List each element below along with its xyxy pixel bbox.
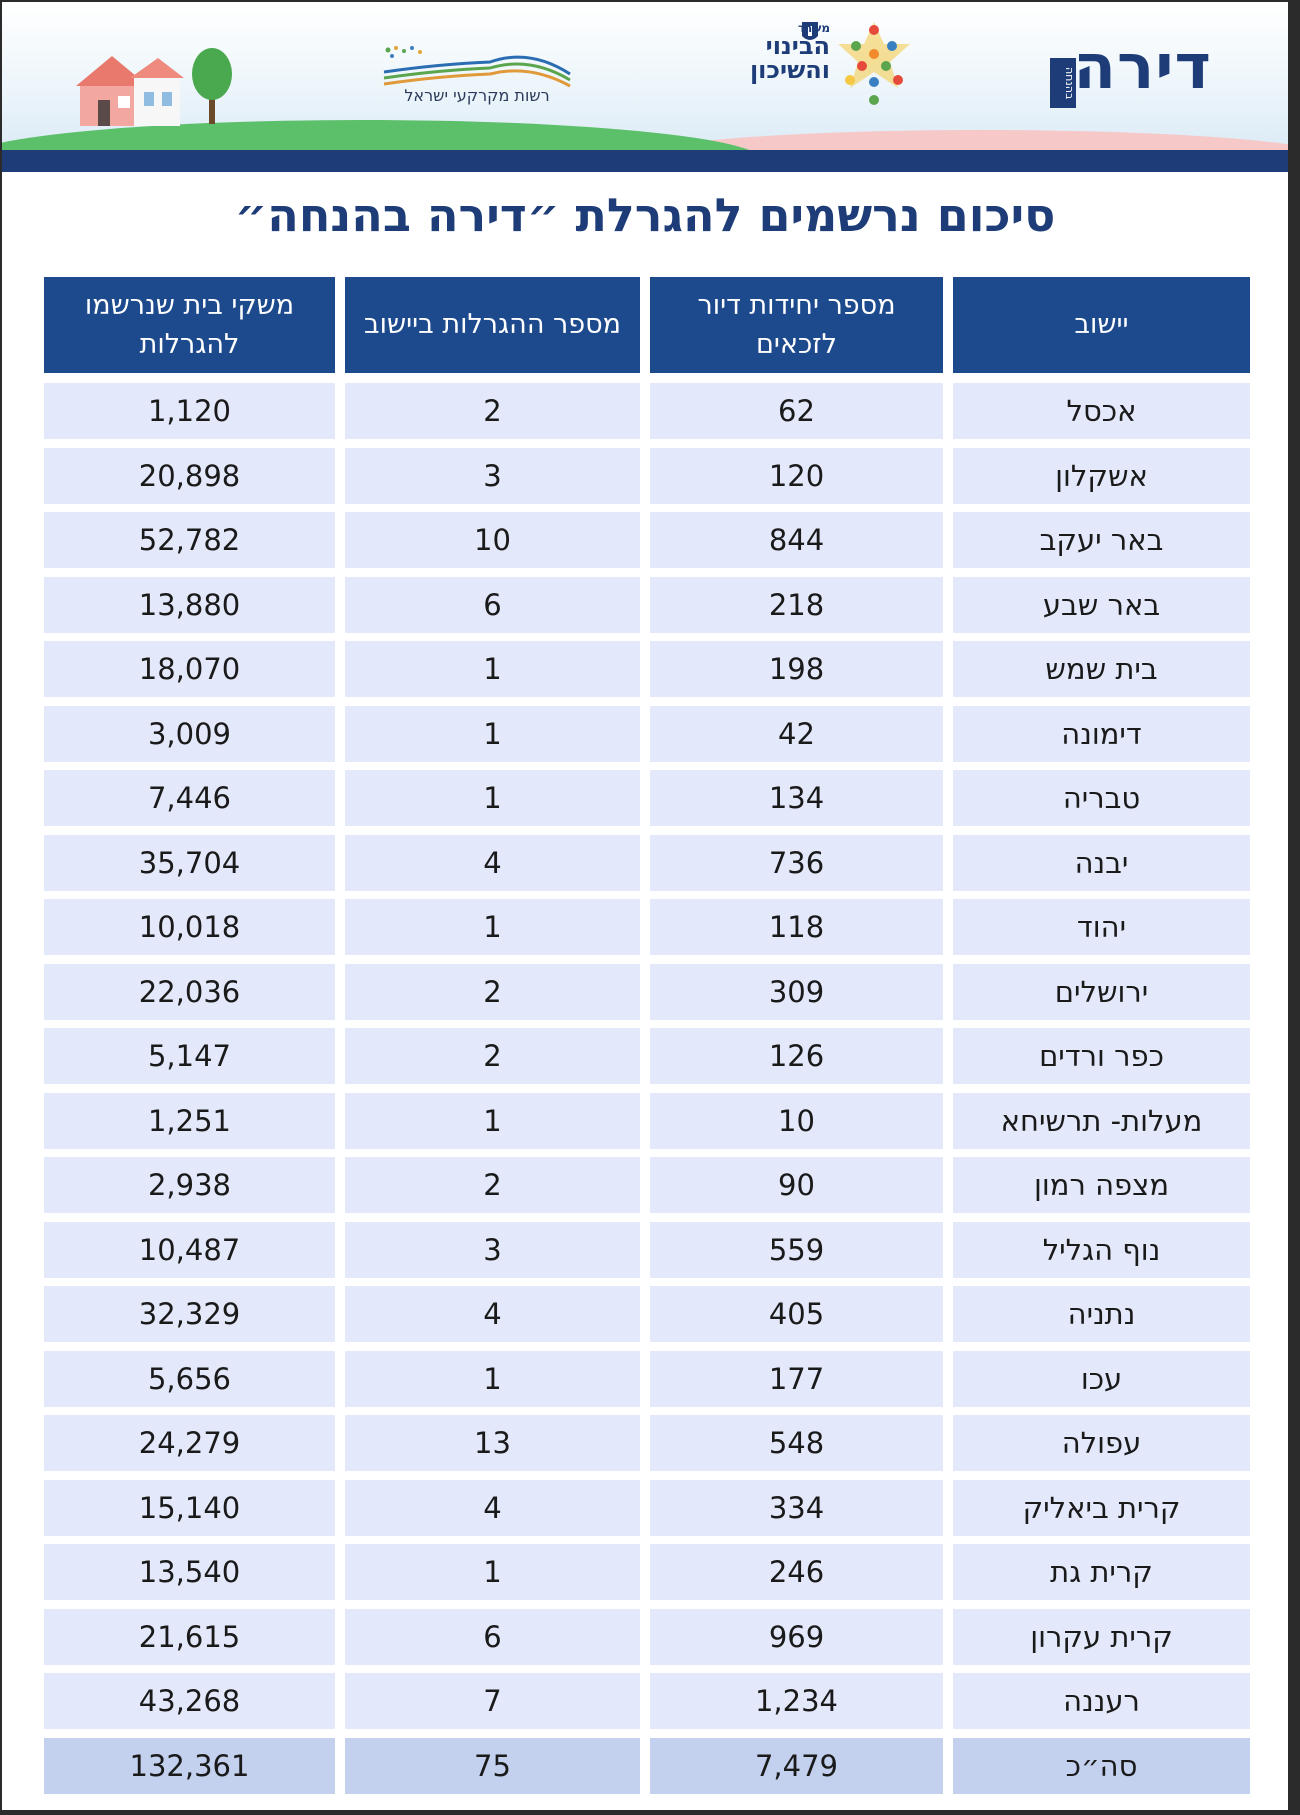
cell-housing-units: 218 bbox=[650, 577, 943, 633]
cell-settlement: באר שבע bbox=[953, 577, 1250, 633]
table-row bbox=[44, 899, 1250, 955]
cell-settlement: קרית עקרון bbox=[953, 1609, 1250, 1665]
table-header-row bbox=[44, 277, 1250, 373]
cell-housing-units: 548 bbox=[650, 1415, 943, 1471]
cell-households: 10,018 bbox=[44, 899, 335, 955]
cell-households: 20,898 bbox=[44, 448, 335, 504]
ministry-logo-text bbox=[740, 22, 830, 82]
header-settlement: יישוב bbox=[953, 277, 1250, 373]
table-row bbox=[44, 706, 1250, 762]
registrants-table bbox=[44, 277, 1250, 1794]
table-row bbox=[44, 1544, 1250, 1600]
table-row bbox=[44, 1609, 1250, 1665]
cell-settlement: דימונה bbox=[953, 706, 1250, 762]
cell-households: 24,279 bbox=[44, 1415, 335, 1471]
cell-housing-units: 134 bbox=[650, 770, 943, 826]
cell-lotteries: 4 bbox=[345, 1480, 640, 1536]
table-row bbox=[44, 641, 1250, 697]
ministry-line-1: משרד bbox=[797, 21, 830, 35]
cell-housing-units: 969 bbox=[650, 1609, 943, 1665]
cell-lotteries: 2 bbox=[345, 383, 640, 439]
table-row bbox=[44, 1673, 1250, 1729]
cell-households: 1,120 bbox=[44, 383, 335, 439]
cell-households: 35,704 bbox=[44, 835, 335, 891]
table-row bbox=[44, 1480, 1250, 1536]
cell-households: 13,540 bbox=[44, 1544, 335, 1600]
cell-households: 3,009 bbox=[44, 706, 335, 762]
header-divider-bar bbox=[2, 150, 1288, 172]
table-row bbox=[44, 448, 1250, 504]
cell-housing-units: 126 bbox=[650, 1028, 943, 1084]
cell-housing-units: 736 bbox=[650, 835, 943, 891]
dira-logo-wordmark: דירה bbox=[1073, 30, 1212, 103]
cell-settlement: יבנה bbox=[953, 835, 1250, 891]
cell-households: 1,251 bbox=[44, 1093, 335, 1149]
cell-households: 32,329 bbox=[44, 1286, 335, 1342]
cell-housing-units: 120 bbox=[650, 448, 943, 504]
cell-settlement: אכסל bbox=[953, 383, 1250, 439]
cell-lotteries: 13 bbox=[345, 1415, 640, 1471]
page-title: סיכום נרשמים להגרלת ״דירה בהנחה״ bbox=[234, 188, 1056, 242]
table-row bbox=[44, 577, 1250, 633]
house-illustration bbox=[74, 50, 184, 126]
cell-settlement: עכו bbox=[953, 1351, 1250, 1407]
cell-lotteries: 6 bbox=[345, 1609, 640, 1665]
ministry-star-logo-icon bbox=[834, 20, 914, 106]
cell-lotteries: 2 bbox=[345, 1157, 640, 1213]
table-row bbox=[44, 1286, 1250, 1342]
tree-illustration bbox=[190, 46, 234, 124]
cell-settlement: נוף הגליל bbox=[953, 1222, 1250, 1278]
cell-housing-units: 405 bbox=[650, 1286, 943, 1342]
table-row bbox=[44, 964, 1250, 1020]
cell-lotteries: 1 bbox=[345, 641, 640, 697]
cell-households: 7,446 bbox=[44, 770, 335, 826]
ministry-line-3: והשיכון bbox=[749, 56, 830, 84]
cell-housing-units: 198 bbox=[650, 641, 943, 697]
table-total-row bbox=[44, 1738, 1250, 1794]
cell-settlement: יהוד bbox=[953, 899, 1250, 955]
ministry-line-2: הבינוי bbox=[765, 32, 830, 60]
cell-households: 52,782 bbox=[44, 512, 335, 568]
cell-settlement: רעננה bbox=[953, 1673, 1250, 1729]
dira-logo-tag: בהנחה bbox=[1050, 58, 1076, 108]
cell-lotteries: 1 bbox=[345, 899, 640, 955]
cell-households: 2,938 bbox=[44, 1157, 335, 1213]
cell-housing-units: 177 bbox=[650, 1351, 943, 1407]
cell-lotteries: 4 bbox=[345, 1286, 640, 1342]
cell-housing-units: 90 bbox=[650, 1157, 943, 1213]
cell-settlement: בית שמש bbox=[953, 641, 1250, 697]
cell-housing-units: 10 bbox=[650, 1093, 943, 1149]
table-row bbox=[44, 835, 1250, 891]
header-housing-units: מספר יחידות דיור לזכאים bbox=[650, 277, 943, 373]
table-row bbox=[44, 512, 1250, 568]
cell-housing-units: 62 bbox=[650, 383, 943, 439]
cell-settlement: מצפה רמון bbox=[953, 1157, 1250, 1213]
total-lotteries: 75 bbox=[345, 1738, 640, 1794]
cell-households: 15,140 bbox=[44, 1480, 335, 1536]
cell-households: 18,070 bbox=[44, 641, 335, 697]
cell-lotteries: 10 bbox=[345, 512, 640, 568]
cell-settlement: באר יעקב bbox=[953, 512, 1250, 568]
cell-settlement: עפולה bbox=[953, 1415, 1250, 1471]
cell-settlement: נתניה bbox=[953, 1286, 1250, 1342]
cell-housing-units: 118 bbox=[650, 899, 943, 955]
cell-settlement: אשקלון bbox=[953, 448, 1250, 504]
cell-lotteries: 1 bbox=[345, 770, 640, 826]
cell-settlement: טבריה bbox=[953, 770, 1250, 826]
table-row bbox=[44, 1157, 1250, 1213]
table-row bbox=[44, 1028, 1250, 1084]
total-label: סה״כ bbox=[953, 1738, 1250, 1794]
cell-households: 13,880 bbox=[44, 577, 335, 633]
cell-lotteries: 7 bbox=[345, 1673, 640, 1729]
cell-settlement: כפר ורדים bbox=[953, 1028, 1250, 1084]
cell-lotteries: 3 bbox=[345, 1222, 640, 1278]
cell-settlement: ירושלים bbox=[953, 964, 1250, 1020]
table-row bbox=[44, 1093, 1250, 1149]
table-row bbox=[44, 1351, 1250, 1407]
cell-households: 10,487 bbox=[44, 1222, 335, 1278]
cell-lotteries: 6 bbox=[345, 577, 640, 633]
cell-lotteries: 2 bbox=[345, 964, 640, 1020]
header-households-registered: משקי בית שנרשמו להגרלות bbox=[44, 277, 335, 373]
cell-lotteries: 3 bbox=[345, 448, 640, 504]
cell-housing-units: 844 bbox=[650, 512, 943, 568]
cell-households: 5,147 bbox=[44, 1028, 335, 1084]
cell-settlement: מעלות- תרשיחא bbox=[953, 1093, 1250, 1149]
cell-lotteries: 1 bbox=[345, 1351, 640, 1407]
table-row bbox=[44, 770, 1250, 826]
cell-households: 43,268 bbox=[44, 1673, 335, 1729]
table-row bbox=[44, 1415, 1250, 1471]
cell-lotteries: 2 bbox=[345, 1028, 640, 1084]
cell-households: 21,615 bbox=[44, 1609, 335, 1665]
cell-housing-units: 246 bbox=[650, 1544, 943, 1600]
cell-settlement: קרית גת bbox=[953, 1544, 1250, 1600]
cell-housing-units: 42 bbox=[650, 706, 943, 762]
infographic-sheet bbox=[2, 2, 1288, 1810]
cell-settlement: קרית ביאליק bbox=[953, 1480, 1250, 1536]
cell-lotteries: 1 bbox=[345, 706, 640, 762]
cell-housing-units: 334 bbox=[650, 1480, 943, 1536]
cell-housing-units: 309 bbox=[650, 964, 943, 1020]
total-housing-units: 7,479 bbox=[650, 1738, 943, 1794]
israel-land-authority-text: רשות מקרקעי ישראל bbox=[404, 86, 550, 105]
cell-lotteries: 1 bbox=[345, 1093, 640, 1149]
header-lotteries-count: מספר ההגרלות ביישוב bbox=[345, 277, 640, 373]
cell-lotteries: 1 bbox=[345, 1544, 640, 1600]
total-households: 132,361 bbox=[44, 1738, 335, 1794]
cell-lotteries: 4 bbox=[345, 835, 640, 891]
cell-housing-units: 1,234 bbox=[650, 1673, 943, 1729]
table-row bbox=[44, 1222, 1250, 1278]
header-banner bbox=[2, 2, 1288, 150]
table-row bbox=[44, 383, 1250, 439]
cell-households: 22,036 bbox=[44, 964, 335, 1020]
cell-households: 5,656 bbox=[44, 1351, 335, 1407]
cell-housing-units: 559 bbox=[650, 1222, 943, 1278]
